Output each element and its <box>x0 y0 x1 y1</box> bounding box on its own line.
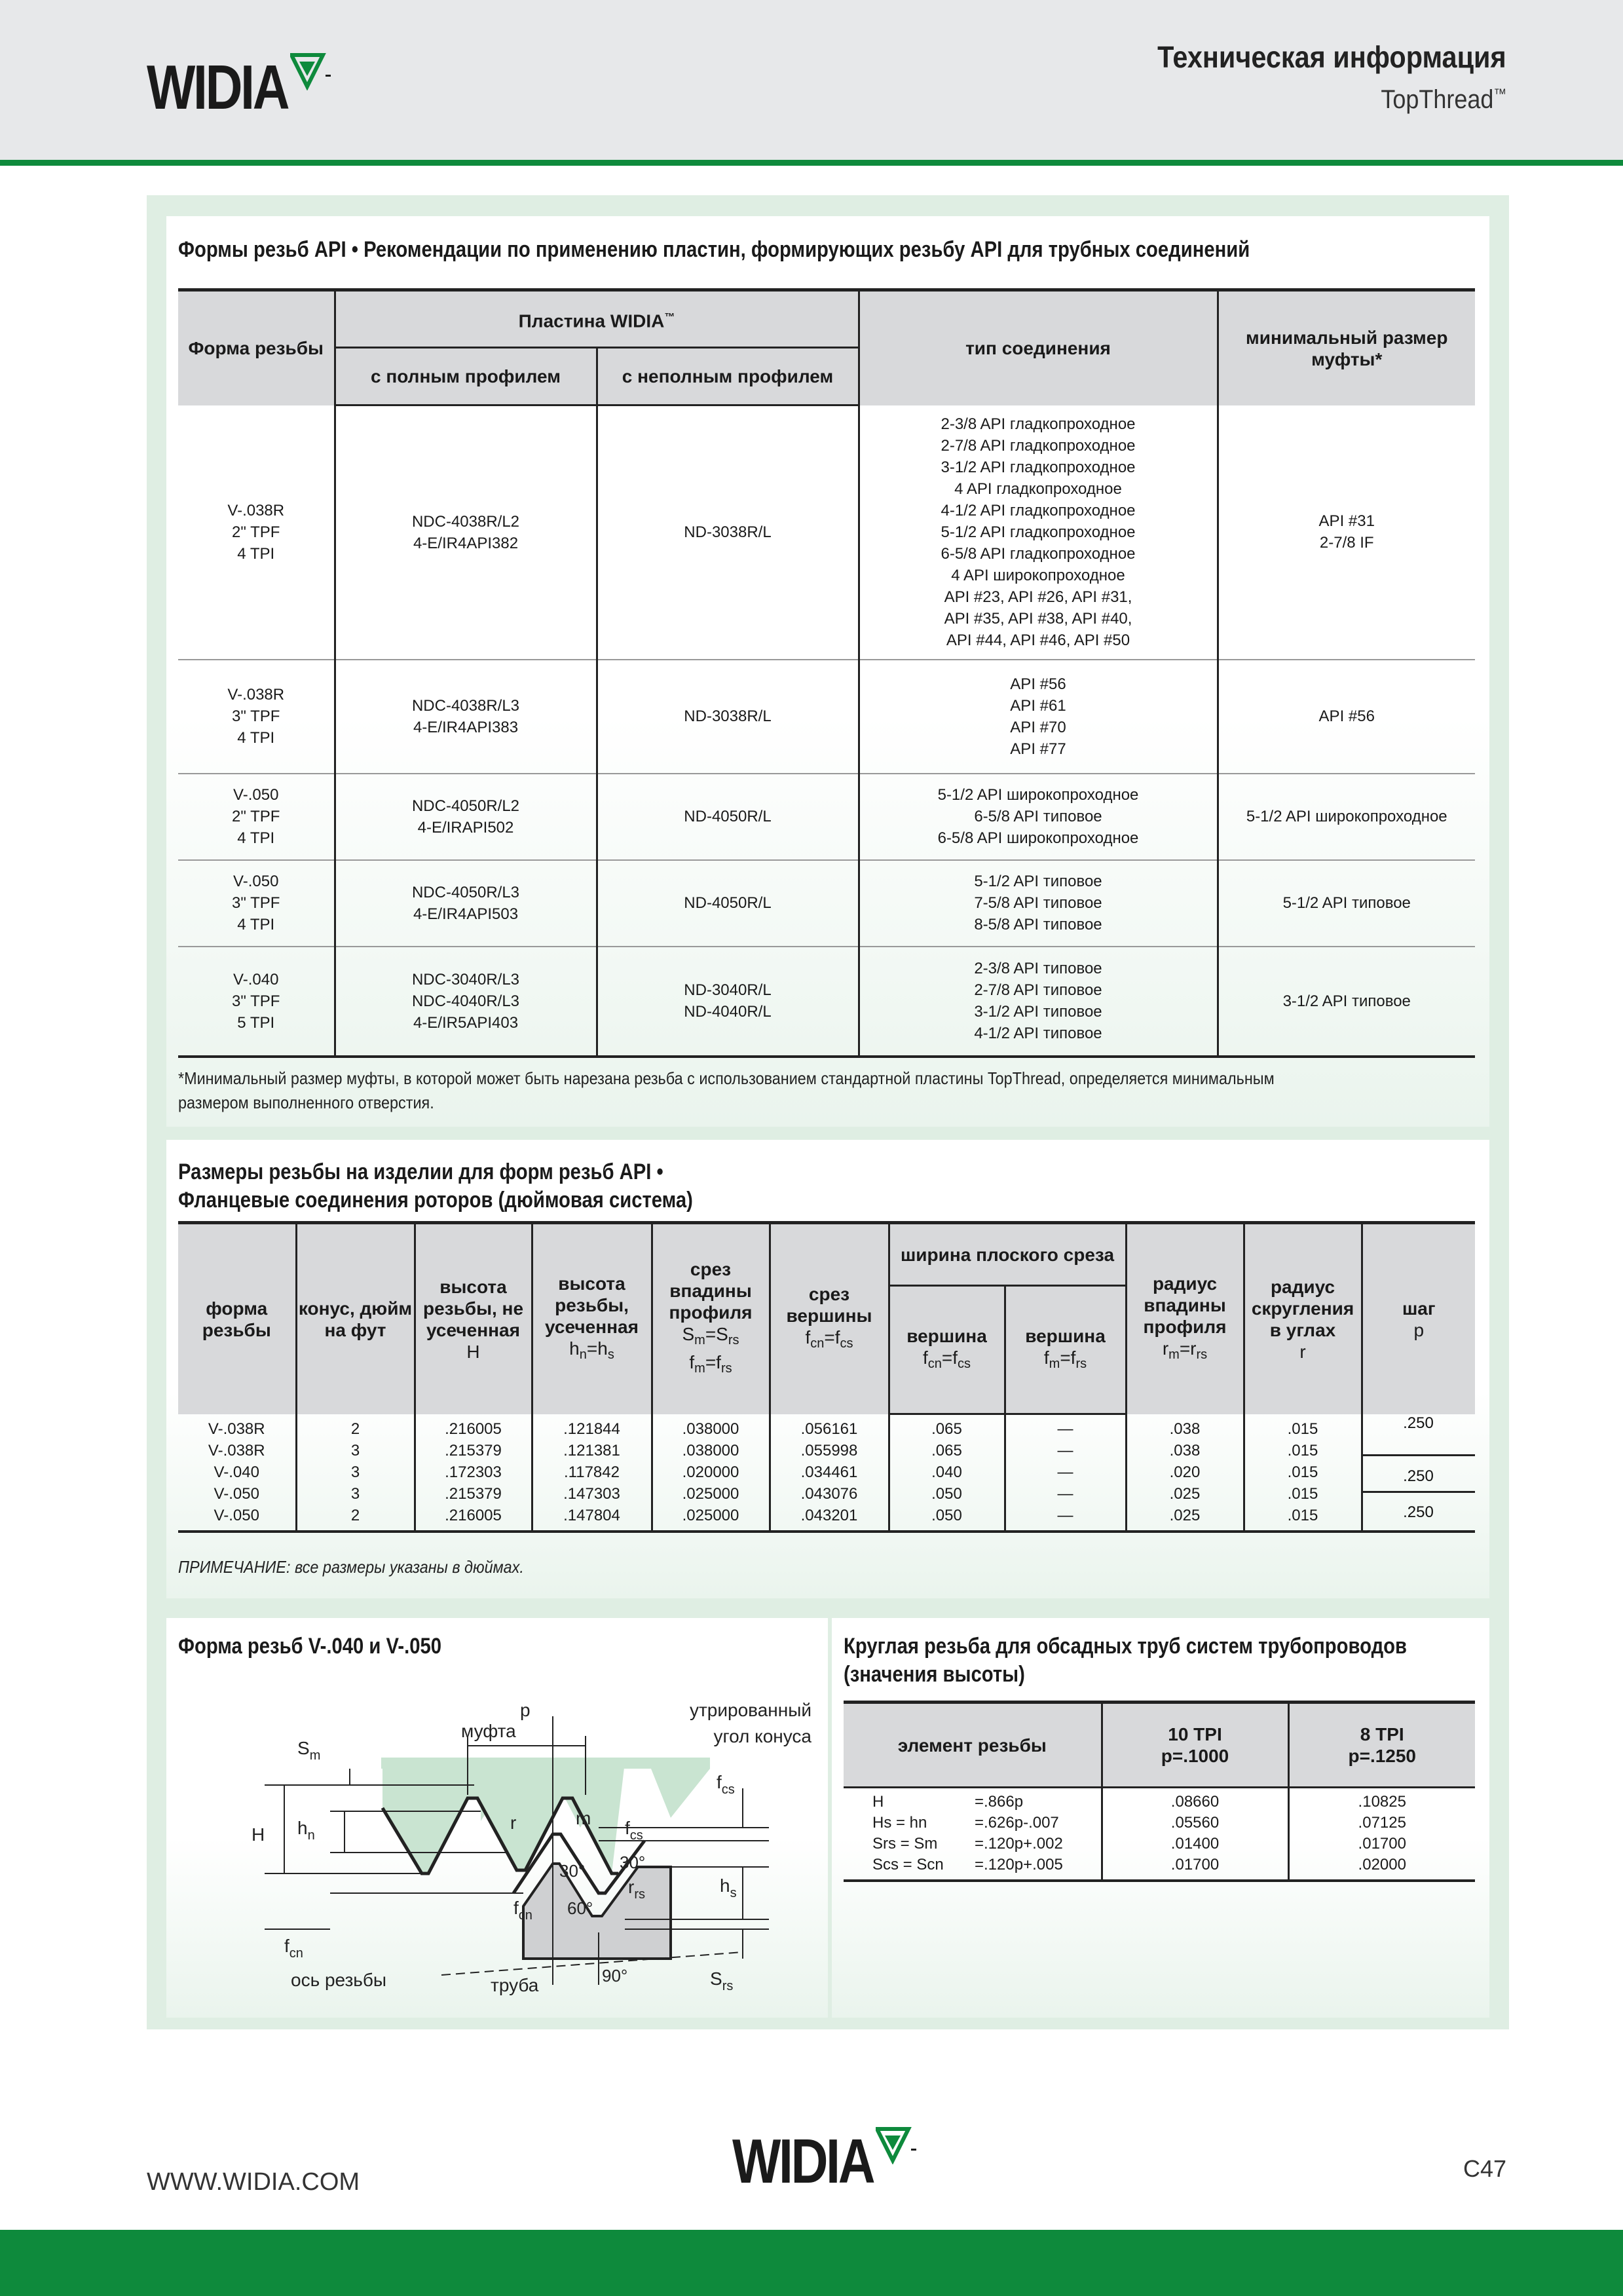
cell-coupling: API #31 2-7/8 IF <box>1218 405 1475 660</box>
table-cell: .215379 <box>415 1440 532 1461</box>
table-cell: .020 <box>1126 1461 1244 1483</box>
value-8tpi: .01700 <box>1288 1834 1475 1854</box>
cell-form: V-.050 3" TPF 4 TPI <box>178 860 335 947</box>
label-rrs: $r_{rs}$ <box>628 1877 645 1902</box>
pipe-area <box>523 1864 671 1959</box>
table-row <box>178 1440 1475 1461</box>
label-60: 60° <box>567 1898 593 1918</box>
cell-connection: 5-1/2 API типовое 7-5/8 API типовое 8-5/8 API типовое <box>859 860 1218 947</box>
col-flat-width: ширина плоского среза <box>889 1223 1126 1286</box>
cell-partial: ND-3038R/L <box>597 660 859 774</box>
table-row <box>178 660 1475 774</box>
label-exaggerated: утрированный <box>689 1700 811 1720</box>
page-number: C47 <box>1463 2155 1506 2182</box>
element-name: Hs = hn <box>872 1813 927 1832</box>
cell-form: V-.050 2" TPF 4 TPI <box>178 774 335 860</box>
col-partial-profile: с неполным профилем <box>597 348 859 405</box>
table-cell: .055998 <box>770 1440 889 1461</box>
label-coupling: муфта <box>461 1721 516 1741</box>
col-connection: тип соединения <box>859 290 1218 405</box>
label-30b: 30° <box>620 1853 646 1872</box>
element-name: Scs = Scn <box>872 1855 944 1873</box>
table-cell: .050 <box>889 1483 1005 1505</box>
table-cell: .025 <box>1126 1505 1244 1526</box>
thread-profile-diagram <box>166 1677 828 2004</box>
table-cell: .172303 <box>415 1461 532 1483</box>
table-cell: .015 <box>1244 1418 1362 1440</box>
label-H: H <box>252 1824 265 1845</box>
table-cell: .121381 <box>532 1440 652 1461</box>
round-thread-table <box>844 1701 1475 1882</box>
col-thread-form: форма резьбы <box>178 1223 296 1414</box>
table-cell: .038000 <box>652 1440 770 1461</box>
table-row <box>844 1834 1475 1854</box>
label-hn: $h_n$ <box>297 1818 315 1843</box>
cell-full: NDC-4038R/L3 4-E/IR4API383 <box>335 660 597 774</box>
label-fcs2: $f_{cs}$ <box>625 1818 643 1843</box>
table-cell: — <box>1005 1418 1126 1440</box>
cell-coupling: 3-1/2 API типовое <box>1218 947 1475 1057</box>
table-row <box>178 947 1475 1057</box>
page-subtitle: TopThread™ <box>1381 85 1506 114</box>
value-8tpi: .02000 <box>1288 1854 1475 1875</box>
api-insert-table <box>178 288 1475 1058</box>
cell-full: NDC-4038R/L2 4-E/IR4API382 <box>335 405 597 660</box>
footer-url[interactable]: WWW.WIDIA.COM <box>147 2168 360 2196</box>
col-flat-root: вершина $f_m=f_{rs}$ <box>1005 1286 1126 1414</box>
table-cell: — <box>1005 1483 1126 1505</box>
label-p: p <box>520 1700 531 1720</box>
label-90: 90° <box>602 1966 628 1985</box>
footer-logo <box>732 2126 918 2196</box>
col-root-radius: радиус впадины профиля $r_m=r_{rs}$ <box>1126 1223 1244 1414</box>
table-cell: .015 <box>1244 1440 1362 1461</box>
cell-connection: 2-3/8 API гладкопроходное 2-7/8 API гладкопроходное 3-1/2 API гладкопроходное 4 API гладкопроходное 4-1/2 API гладкопроходное 5-1/2 API гладкопроходное 6-5/8 API гладкопроходное 4 API широкопроходное API #23, API #26, API #31, API #35, API #38, API #40, API #44, API #46, API #50 <box>859 405 1218 660</box>
cell-full: NDC-4050R/L3 4-E/IR4API503 <box>335 860 597 947</box>
label-srs: $S_{rs}$ <box>710 1968 734 1993</box>
label-30a: 30° <box>559 1861 586 1881</box>
cell-partial: ND-3040R/L ND-4040R/L <box>597 947 859 1057</box>
cell-partial: ND-4050R/L <box>597 860 859 947</box>
value-10tpi: .08660 <box>1102 1792 1288 1813</box>
table-cell: V-.038R <box>208 1420 265 1438</box>
col-8tpi: 8 TPI p=.1250 <box>1288 1703 1475 1788</box>
table-cell: V-.050 <box>214 1484 259 1503</box>
table-cell: .015 <box>1244 1483 1362 1505</box>
label-fcn-inner: $f_{cn}$ <box>513 1898 532 1923</box>
footer-bar <box>0 2230 1623 2296</box>
value-8tpi: .10825 <box>1288 1792 1475 1813</box>
table-cell: .038 <box>1126 1440 1244 1461</box>
table-cell: .065 <box>889 1418 1005 1440</box>
element-formula: =.120p+.002 <box>975 1834 1063 1853</box>
cell-connection: 2-3/8 API типовое 2-7/8 API типовое 3-1/2 API типовое 4-1/2 API типовое <box>859 947 1218 1057</box>
col-height-untruncated: высота резьбы, не усеченная H <box>415 1223 532 1414</box>
col-full-profile: с полным профилем <box>335 348 597 405</box>
table-row <box>178 1505 1475 1526</box>
cell-full: NDC-3040R/L3 NDC-4040R/L3 4-E/IR5API403 <box>335 947 597 1057</box>
section2-note: ПРИМЕЧАНИЕ: все размеры указаны в дюймах. <box>178 1557 524 1577</box>
table-cell: V-.040 <box>214 1463 259 1481</box>
table-cell: — <box>1005 1440 1126 1461</box>
element-name: H <box>872 1792 884 1811</box>
table-cell: .121844 <box>532 1418 652 1440</box>
table-cell: 2 <box>296 1505 415 1526</box>
label-axis: ось резьбы <box>291 1970 387 1990</box>
table-cell: .038 <box>1126 1418 1244 1440</box>
element-formula: =.866p <box>975 1792 1024 1811</box>
footer-logo-text: WIDIA <box>732 2126 874 2196</box>
value-10tpi: .01400 <box>1102 1834 1288 1854</box>
col-form: Форма резьбы <box>178 290 335 405</box>
table-cell: .050 <box>889 1505 1005 1526</box>
table-cell: .056161 <box>770 1418 889 1440</box>
col-pitch: шаг p <box>1362 1223 1475 1414</box>
col-flat-crest: вершина $f_{cn}=f_{cs}$ <box>889 1286 1005 1414</box>
label-taper-angle: угол конуса <box>713 1726 811 1746</box>
element-formula: =.120p+.005 <box>975 1855 1063 1873</box>
table-cell: .117842 <box>532 1461 652 1483</box>
cell-connection: API #56 API #61 API #70 API #77 <box>859 660 1218 774</box>
widia-triangle-icon <box>290 52 332 90</box>
table-cell: .215379 <box>415 1483 532 1505</box>
table-cell: V-.050 <box>214 1506 259 1524</box>
col-height-truncated: высота резьбы, усеченная $h_n=h_s$ <box>532 1223 652 1414</box>
cell-form: V-.038R 2" TPF 4 TPI <box>178 405 335 660</box>
section3-title: Форма резьб V-.040 и V-.050 <box>178 1634 442 1659</box>
table-row <box>178 860 1475 947</box>
cell-form: V-.038R 3" TPF 4 TPI <box>178 660 335 774</box>
value-10tpi: .05560 <box>1102 1813 1288 1834</box>
cell-partial: ND-3038R/L <box>597 405 859 660</box>
table-cell: .038000 <box>652 1418 770 1440</box>
cell-coupling: 5-1/2 API широкопроходное <box>1218 774 1475 860</box>
header-rule <box>0 160 1623 166</box>
table-row <box>844 1792 1475 1813</box>
table-row <box>178 1483 1475 1505</box>
cell-coupling: 5-1/2 API типовое <box>1218 860 1475 947</box>
table-row <box>178 774 1475 860</box>
col-thread-element: элемент резьбы <box>844 1703 1102 1788</box>
table-cell: .025 <box>1126 1483 1244 1505</box>
table-cell: .015 <box>1244 1461 1362 1483</box>
widia-logo <box>147 52 332 122</box>
label-sm: $S_m$ <box>297 1738 321 1763</box>
cell-connection: 5-1/2 API широкопроходное 6-5/8 API типовое 6-5/8 API широкопроходное <box>859 774 1218 860</box>
cell-partial: ND-4050R/L <box>597 774 859 860</box>
table-cell: 3 <box>296 1483 415 1505</box>
table-cell: 2 <box>296 1418 415 1440</box>
table-row <box>844 1854 1475 1875</box>
section2-title: Размеры резьбы на изделии для форм резьб API • Фланцевые соединения роторов (дюймовая система) <box>178 1159 693 1213</box>
table-row <box>178 1418 1475 1440</box>
cell-form: V-.040 3" TPF 5 TPI <box>178 947 335 1057</box>
table-row <box>844 1813 1475 1834</box>
col-corner-radius: радиус скругления в углах r <box>1244 1223 1362 1414</box>
table-cell: — <box>1005 1505 1126 1526</box>
page-title: Техническая информация <box>1157 40 1506 74</box>
table-cell: V-.038R <box>208 1441 265 1459</box>
section1-footnote: *Минимальный размер муфты, в которой может быть нарезана резьба с использованием стандартной пластины TopThread, определяется минимальным размером выполненного отверстия. <box>178 1068 1275 1112</box>
pitch-value: .250 <box>1362 1456 1475 1493</box>
cell-coupling: API #56 <box>1218 660 1475 774</box>
widia-triangle-icon <box>876 2126 918 2164</box>
table-cell: 3 <box>296 1440 415 1461</box>
section1-title: Формы резьб API • Рекомендации по применению пластин, формирующих резьбу API для трубных соединений <box>178 237 1250 262</box>
element-name: Srs = Sm <box>872 1834 938 1853</box>
table-cell: .043201 <box>770 1505 889 1526</box>
label-r: r <box>510 1813 517 1833</box>
table-cell: .020000 <box>652 1461 770 1483</box>
table-cell: .065 <box>889 1440 1005 1461</box>
table-cell: .147804 <box>532 1505 652 1526</box>
table-cell: .034461 <box>770 1461 889 1483</box>
table-cell: .015 <box>1244 1505 1362 1526</box>
col-insert: Пластина WIDIA™ <box>335 290 859 348</box>
col-10tpi: 10 TPI p=.1000 <box>1102 1703 1288 1788</box>
value-8tpi: .07125 <box>1288 1813 1475 1834</box>
table-cell: — <box>1005 1461 1126 1483</box>
col-crest-truncation: срез вершины $f_{cn}=f_{cs}$ <box>770 1223 889 1414</box>
label-fcn: $f_{cn}$ <box>284 1936 303 1961</box>
pitch-value: .250 <box>1403 1503 1434 1521</box>
thread-dimensions-table <box>178 1221 1475 1533</box>
col-coupling: минимальный размер муфты* <box>1218 290 1475 405</box>
table-cell: .216005 <box>415 1505 532 1526</box>
col-taper: конус, дюйм на фут <box>296 1223 415 1414</box>
cell-full: NDC-4050R/L2 4-E/IRAPI502 <box>335 774 597 860</box>
pitch-values <box>1362 1412 1475 1537</box>
label-hs: $h_s$ <box>720 1875 737 1900</box>
label-fcs: $f_{cs}$ <box>717 1772 735 1797</box>
table-row <box>178 405 1475 660</box>
label-pipe: труба <box>491 1975 539 1995</box>
table-cell: .043076 <box>770 1483 889 1505</box>
table-row <box>178 1461 1475 1483</box>
logo-text: WIDIA <box>147 52 288 122</box>
element-formula: =.626p-.007 <box>975 1813 1059 1832</box>
value-10tpi: .01700 <box>1102 1854 1288 1875</box>
table-cell: 3 <box>296 1461 415 1483</box>
section4-title: Круглая резьба для обсадных труб систем трубопроводов (значения высоты) <box>844 1634 1407 1687</box>
col-root-truncation: срез впадины профиля $S_m=S_{rs}$ $f_m=f_{rs}$ <box>652 1223 770 1414</box>
table-cell: .025000 <box>652 1505 770 1526</box>
label-m: m <box>576 1808 591 1828</box>
table-cell: .025000 <box>652 1483 770 1505</box>
pitch-value: .250 <box>1362 1412 1475 1456</box>
table-cell: .147303 <box>532 1483 652 1505</box>
table-cell: .040 <box>889 1461 1005 1483</box>
table-cell: .216005 <box>415 1418 532 1440</box>
